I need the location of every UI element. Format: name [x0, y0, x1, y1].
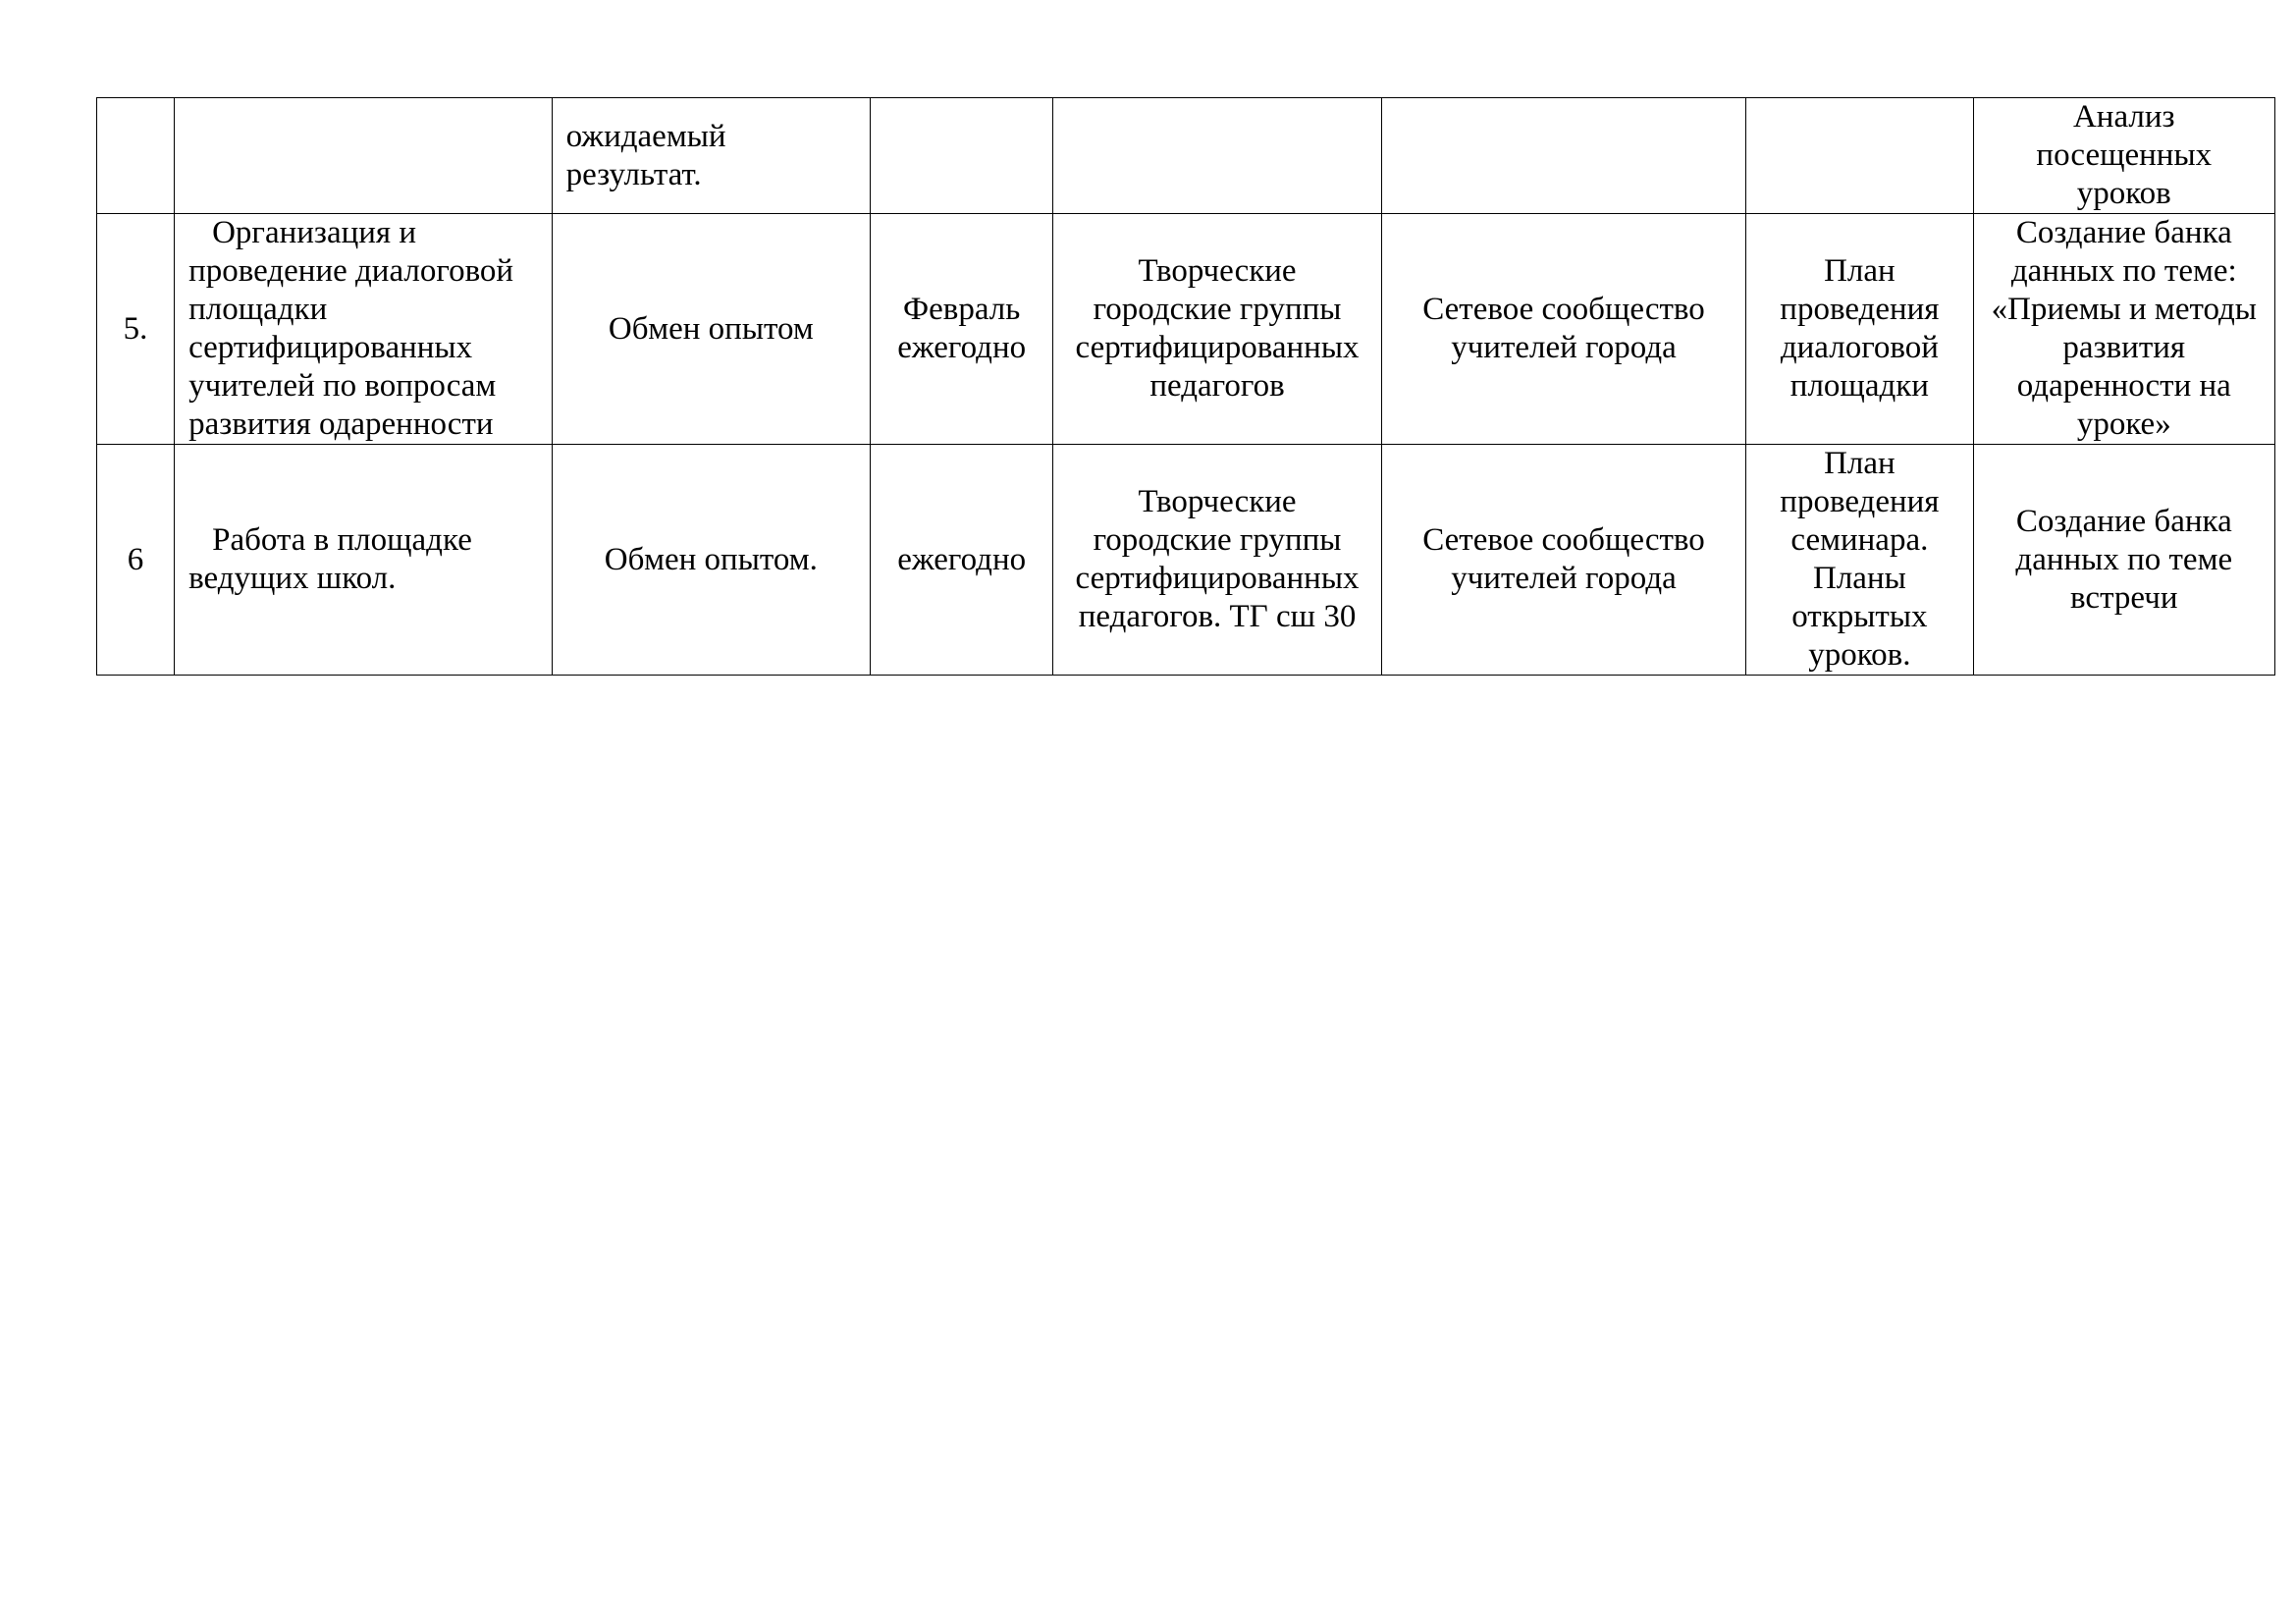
period-cell: [871, 214, 1053, 445]
partners-cell: [1381, 445, 1746, 676]
activity-cell: [175, 98, 553, 214]
row-number: 6: [127, 541, 144, 577]
goal-cell: [552, 445, 870, 676]
goal-text: Обмен опытом: [608, 310, 814, 347]
result-text: Анализ посещенных уроков: [2036, 99, 2213, 211]
participants-cell: [1053, 214, 1381, 445]
row-number: 5.: [123, 310, 148, 347]
goal-text: Обмен опытом.: [604, 541, 818, 577]
goal-text: ожидаемый результат.: [565, 118, 726, 192]
activity-cell: [175, 214, 553, 445]
participants-cell: [1053, 445, 1381, 676]
row-number-cell: [97, 98, 175, 214]
activity-text: Работа в площадке ведущих школ.: [188, 522, 472, 596]
period-text: Февраль ежегодно: [897, 292, 1027, 365]
result-text: Создание банка данных по теме встречи: [2015, 503, 2233, 616]
period-cell: [871, 98, 1053, 214]
partners-text: Сетевое сообщество учителей города: [1422, 522, 1705, 596]
activity-plan-table: [96, 97, 2275, 676]
plan-text: План проведения семинара. Планы открытых уроков.: [1780, 446, 1940, 673]
plan-text: План проведения диалоговой площадки: [1780, 253, 1940, 404]
goal-cell: [552, 98, 870, 214]
row-number-cell: [97, 214, 175, 445]
result-cell: [1973, 214, 2274, 445]
activity-cell: [175, 445, 553, 676]
row-number-cell: [97, 445, 175, 676]
plan-cell: [1746, 98, 1973, 214]
partners-cell: [1381, 98, 1746, 214]
partners-cell: [1381, 214, 1746, 445]
participants-text: Творческие городские группы сертифицированных педагогов: [1075, 253, 1360, 404]
plan-cell: [1746, 445, 1973, 676]
result-cell: [1973, 445, 2274, 676]
table-row: [97, 445, 2275, 676]
period-cell: [871, 445, 1053, 676]
period-text: ежегодно: [897, 541, 1027, 577]
plan-cell: [1746, 214, 1973, 445]
result-text: Создание банка данных по теме: «Приемы и методы развития одаренности на уроке»: [1991, 215, 2257, 442]
participants-text: Творческие городские группы сертифицированных педагогов. ТГ сш 30: [1075, 484, 1360, 634]
table-row: [97, 214, 2275, 445]
result-cell: [1973, 98, 2274, 214]
participants-cell: [1053, 98, 1381, 214]
goal-cell: [552, 214, 870, 445]
partners-text: Сетевое сообщество учителей города: [1422, 292, 1705, 365]
activity-text: Организация и проведение диалоговой площадки сертифицированных учителей по вопросам развития одаренности: [188, 215, 514, 442]
table-row: [97, 98, 2275, 214]
